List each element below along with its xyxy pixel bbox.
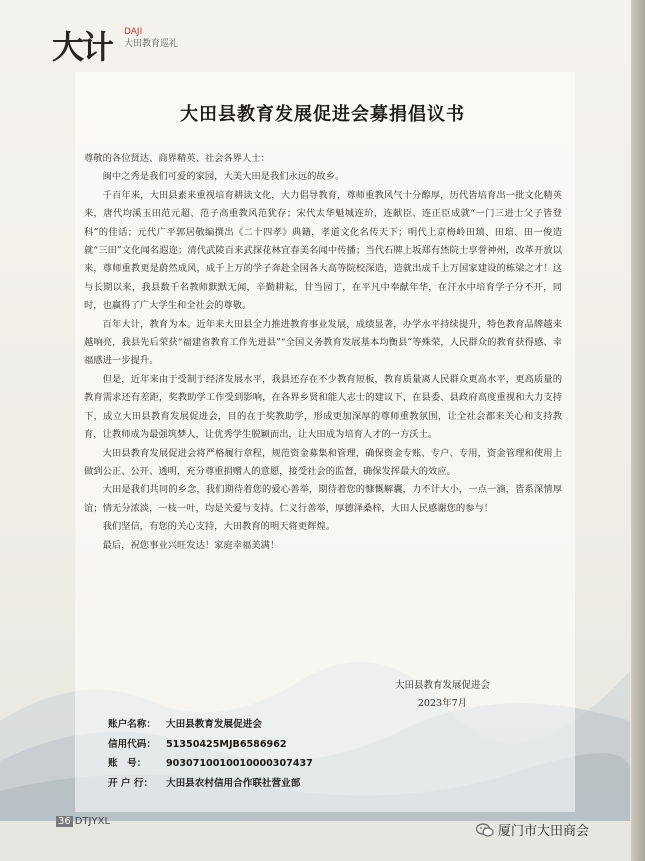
account-name-label: 账户名称： (108, 719, 156, 730)
brand-subtitle: 大田教育巡礼 (124, 39, 179, 49)
credit-code-row (108, 735, 313, 755)
credit-code-value: 51350425MJB6586962 (166, 738, 287, 750)
paragraph: 大田县教育发展促进会将严格履行章程，规范资金募集和管理，确保资金专账、专户、专用，资金管理和使用上做到公正、公开、透明，充分尊重捐赠人的意愿，接受社会的监督，确保发挥最大的效应。 (84, 447, 562, 477)
footer-code: DTJYXL (74, 816, 111, 827)
paragraph: 千百年来，大田县素来重视培育耕读文化，大力倡导教育，尊师重教风气十分醇厚，历代皆培育出一批文化精英来，唐代均溪玉田范元超、范子高重教风范犹存；宋代太华魁城连玠，连献臣、连正臣成就“一门三进士父子皆登科”的佳话；元代广平郭居敬编撰出《二十四孝》典籍，孝道文化名传天下；明代上京梅岭田瑱、田琯、田一俊造就“三田”文化闻名遐迩；清代武陵百来武探花林宜春美名闻中传播；当代石牌上坂郑有烋院士享誉神州，改革开放以来，尊师重教更是蔚然成风，成千上万的学子奔赴全国各大高等院校深造，造就出成千上万国家建设的栋梁之才！这与长期以来，我县数千名教师默默无闻，辛勤耕耘，甘当园丁，在平凡中奉献年华，在汗水中培育学子分不开，同时，也赢得了广大学生和全社会的尊敬。 (84, 189, 562, 312)
signature-org: 大田县教育发展促进会 (395, 680, 491, 691)
page-number: 36 (58, 816, 71, 827)
signature-date: 2023年7月 (417, 698, 468, 709)
bank-account-info (108, 715, 313, 793)
bank-row (108, 774, 313, 794)
account-number-row (108, 754, 313, 774)
paragraph: 但是，近年来由于受制于经济发展水平，我县还存在不少教育短板，教育质量离人民群众更高水平，更高质量的教育需求还有差距，奖教助学工作受到影响，在各界乡贤和能人志士的建议下，在县委、县政府高度重视和大力支持下，成立大田县教育发展促进会，目的在于奖教助学，形成更加深厚的尊师重教氛围，让全社会都来关心和支持教育，让教师成为最强筑梦人，让优秀学生脱颖而出，让大田成为培育人才的一方沃土。 (84, 373, 562, 441)
signature-block (395, 677, 490, 713)
paragraph: 我们坚信，有您的关心支持，大田教育的明天将更辉煌。 (102, 521, 336, 533)
paragraph: 闽中之秀是我们可爱的家园，大美大田是我们永远的故乡。 (102, 171, 345, 183)
letter-body (84, 150, 562, 555)
magazine-logo: 大计 (52, 28, 113, 66)
wechat-icon (476, 823, 494, 837)
salutation: 尊敬的各位贤达、商界精英、社会各界人士： (84, 153, 270, 164)
account-name-value: 大田县教育发展促进会 (166, 719, 262, 730)
paragraph: 最后，祝您事业兴旺发达！家庭幸福美满！ (102, 539, 280, 551)
paragraph: 大田是我们共同的乡念，我们期待着您的爱心善举，期待着您的慷慨解囊，力不计大小，一点一滴，皆系深情厚谊；情无分浓淡，一枝一叶，均是关爱与支持。仁义行善举，厚德泽桑梓，大田人民感谢您的参与！ (84, 484, 562, 514)
credit-code-label: 信用代码： (108, 738, 156, 750)
wechat-watermark (476, 820, 589, 839)
document-title: 大田县教育发展促进会募捐倡议书 (180, 104, 465, 125)
account-number-label: 账 号： (108, 758, 147, 769)
account-number-value: 9030710010010000307437 (166, 758, 313, 769)
paragraph: 百年大计，教育为本。近年来大田县全力推进教育事业发展，成绩显著，办学水平持续提升，特色教育品牌越来越响亮，我县先后荣获“福建省教育工作先进县”“全国义务教育发展基本均衡县”等殊荣，人民群众的教育获得感、幸福感进一步提升。 (84, 318, 562, 367)
magazine-brand (124, 26, 178, 50)
wechat-source-name: 厦门市大田商会 (498, 824, 590, 839)
account-name-row (108, 715, 313, 735)
page-spine (631, 0, 645, 861)
bank-value: 大田县农村信用合作联社营业部 (166, 777, 301, 789)
brand-latin: DAJI (124, 27, 143, 37)
bank-label: 开 户 行： (108, 777, 154, 789)
page-footer (56, 816, 110, 827)
